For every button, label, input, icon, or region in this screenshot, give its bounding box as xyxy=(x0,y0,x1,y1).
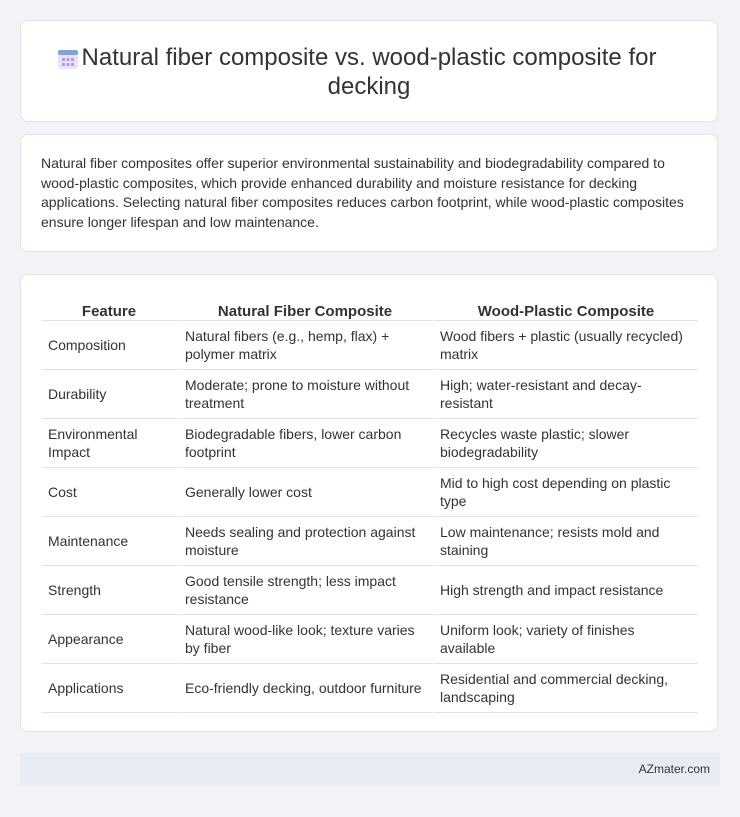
wood-plastic-cell: High strength and impact resistance xyxy=(434,566,698,615)
table-row xyxy=(42,664,698,713)
table-row xyxy=(42,566,698,615)
summary-text: Natural fiber composites offer superior environmental sustainability and biodegradability compared to wood-plastic composites, which provide enhanced durability and moisture resistance for decking applications. Selecting natural fiber composites reduces carbon footprint, while wood-plastic composites ensure longer lifespan and low maintenance. xyxy=(41,155,684,230)
wood-plastic-cell: High; water-resistant and decay-resistant xyxy=(434,370,698,419)
header-natural-fiber: Natural Fiber Composite xyxy=(179,296,434,321)
comparison-table-card xyxy=(20,274,718,732)
feature-cell: Strength xyxy=(42,566,179,615)
table-row xyxy=(42,468,698,517)
feature-cell: Durability xyxy=(42,370,179,419)
wood-plastic-cell: Low maintenance; resists mold and staining xyxy=(434,517,698,566)
feature-cell: Applications xyxy=(42,664,179,713)
wood-plastic-cell: Wood fibers + plastic (usually recycled) matrix xyxy=(434,321,698,370)
header-feature: Feature xyxy=(42,296,179,321)
natural-fiber-cell: Natural fibers (e.g., hemp, flax) + polymer matrix xyxy=(179,321,434,370)
table-row xyxy=(42,419,698,468)
wood-plastic-cell: Mid to high cost depending on plastic type xyxy=(434,468,698,517)
feature-cell: Cost xyxy=(42,468,179,517)
table-row xyxy=(42,615,698,664)
natural-fiber-cell: Natural wood-like look; texture varies by fiber xyxy=(179,615,434,664)
footer-brand[interactable]: AZmater.com xyxy=(638,762,710,776)
natural-fiber-cell: Generally lower cost xyxy=(179,468,434,517)
page-title: Natural fiber composite vs. wood-plastic composite for decking xyxy=(81,44,657,100)
table-row xyxy=(42,321,698,370)
natural-fiber-cell: Eco-friendly decking, outdoor furniture xyxy=(179,664,434,713)
summary-card xyxy=(20,134,718,252)
natural-fiber-cell: Good tensile strength; less impact resistance xyxy=(179,566,434,615)
feature-cell: Composition xyxy=(42,321,179,370)
feature-cell: Environmental Impact xyxy=(42,419,179,468)
comparison-table xyxy=(42,296,698,713)
table-row xyxy=(42,517,698,566)
natural-fiber-cell: Needs sealing and protection against moisture xyxy=(179,517,434,566)
natural-fiber-cell: Moderate; prone to moisture without treatment xyxy=(179,370,434,419)
natural-fiber-cell: Biodegradable fibers, lower carbon footprint xyxy=(179,419,434,468)
wood-plastic-cell: Residential and commercial decking, landscaping xyxy=(434,664,698,713)
wood-plastic-cell: Uniform look; variety of finishes available xyxy=(434,615,698,664)
table-row xyxy=(42,370,698,419)
wood-plastic-cell: Recycles waste plastic; slower biodegradability xyxy=(434,419,698,468)
title-card xyxy=(20,20,718,122)
feature-cell: Maintenance xyxy=(42,517,179,566)
header-wood-plastic: Wood-Plastic Composite xyxy=(434,296,698,321)
footer-bar xyxy=(20,753,720,786)
feature-cell: Appearance xyxy=(42,615,179,664)
table-header-row xyxy=(42,296,698,321)
